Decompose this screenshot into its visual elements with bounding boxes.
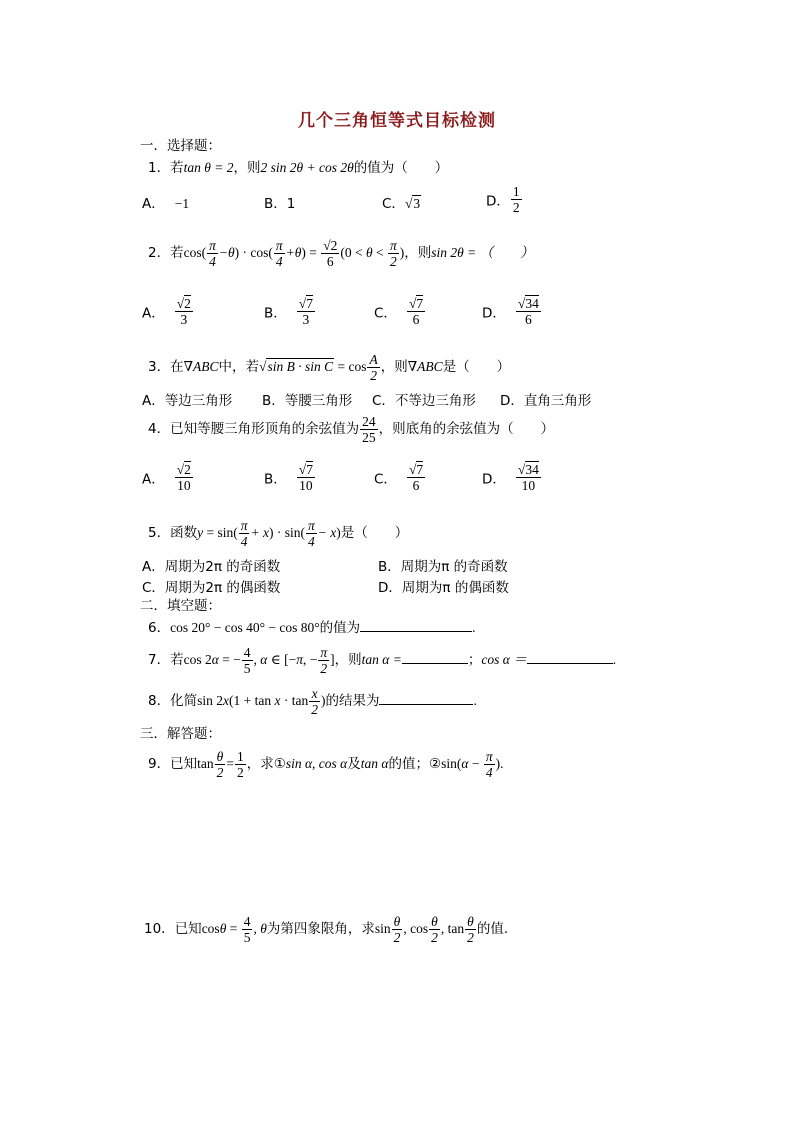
question-9: 9．已知tan $\frac{\theta}{2}$ = $\frac{1}{2}$ ，求①sin α, cos α及tan α的值；②sin(α − $\frac{\pi}{4}$ ). [148,749,504,780]
question-4: 4．已知等腰三角形顶角的余弦值为 $\frac{24}{25}$ ，则底角的余弦值为（ ） [148,414,555,445]
q7-cos-answer-blank[interactable] [527,651,613,664]
q2-option-b: B． $\frac{√7}{3}$ [264,296,313,327]
q4-option-c: C． $\frac{√7}{6}$ [374,462,424,493]
question-7: 7．若cos 2α = − $\frac{4}{5}$ , α ∈ [−π, − $\frac{\pi}{2}$ ]，则tan α = ；cos α ＝ . [148,645,617,676]
question-1: 1．若tan θ = 2，则2 sin 2θ + cos 2θ的值为（ ） [148,160,449,176]
q3-option-d: D．直角三角形 [500,393,592,409]
question-10: 10．已知cosθ = $\frac{4}{5}$ , θ为第四象限角，求sin $\frac{\theta}{2}$ , cos $\frac{\theta}{2}$ , tan $\frac{\theta}{2}$ 的值. [144,914,509,945]
q4-option-d: D． $\frac{√34}{10}$ [482,462,539,493]
q5-option-d: D．周期为π 的偶函数 [378,580,509,596]
q1-option-c: C．√3 [382,196,421,212]
q5-option-c: C．周期为2π 的偶函数 [142,580,281,596]
q6-answer-blank[interactable] [360,619,472,632]
question-5: 5．函数y = sin( $\frac{\pi}{4}$ + x) · sin( $\frac{\pi}{4}$ − x)是（ ） [148,518,409,549]
q1-option-a: A． −1 [142,196,190,212]
q8-answer-blank[interactable] [379,692,473,705]
q2-option-a: A． $\frac{√2}{3}$ [142,296,191,327]
q5-option-b: B．周期为π 的奇函数 [378,559,508,575]
page-title: 几个三角恒等式目标检测 [298,111,496,131]
section-fill-heading: 二．填空题： [140,598,221,614]
question-3: 3．在∇ABC中，若√sin B · sin C = cos $\frac{A}{2}$ ，则∇ABC是（ ） [148,352,511,383]
q7-tan-answer-blank[interactable] [402,651,468,664]
q3-option-c: C．不等边三角形 [372,393,476,409]
q3-option-a: A．等边三角形 [142,393,233,409]
section-solve-heading: 三．解答题： [140,726,221,742]
question-2: 2．若cos( $\frac{\pi}{4}$ −θ) · cos( $\frac{\pi}{4}$ +θ) = $\frac{√2}{6}$ (0 < θ < $\frac{\pi}{2}$ )，则sin 2θ = （ ） [148,238,534,269]
q2-option-d: D． $\frac{√34}{6}$ [482,296,539,327]
q2-option-c: C． $\frac{√7}{6}$ [374,296,424,327]
q4-option-a: A． $\frac{√2}{10}$ [142,462,191,493]
q1-option-b: B．1 [264,196,296,212]
question-6: 6．cos 20° − cos 40° − cos 80°的值为 . [148,620,476,636]
q4-option-b: B． $\frac{√7}{10}$ [264,462,313,493]
q5-option-a: A．周期为2π 的奇函数 [142,559,281,575]
question-8: 8．化简sin 2x(1 + tan x · tan $\frac{x}{2}$ )的结果为 . [148,686,477,717]
q3-option-b: B．等腰三角形 [262,393,353,409]
section-choice-heading: 一．选择题： [140,138,221,154]
q1-option-d: D． $\frac{1}{2}$ [486,184,520,215]
